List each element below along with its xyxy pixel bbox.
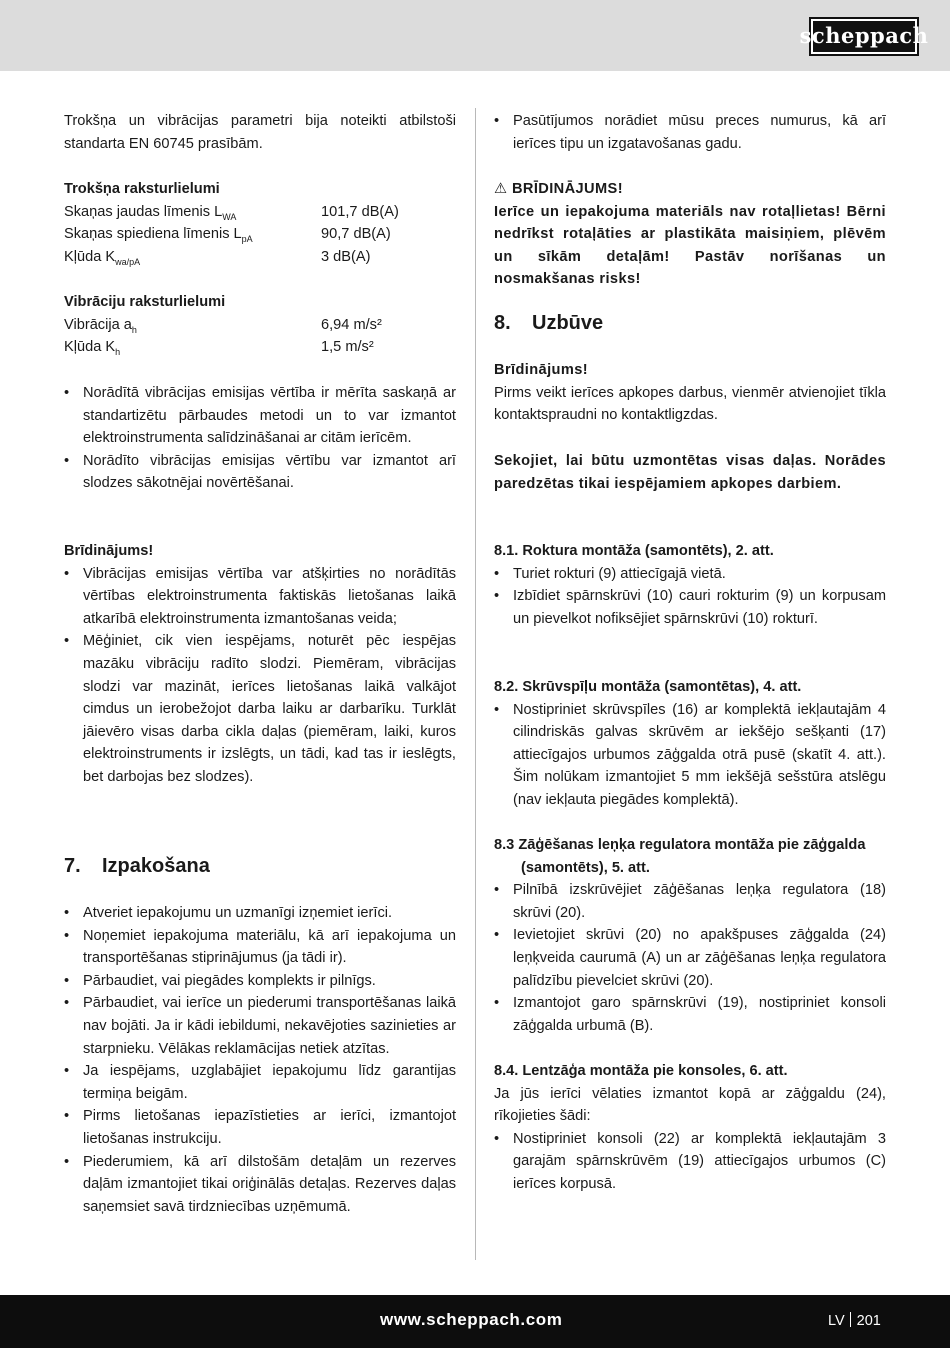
- section-number: 8.: [494, 312, 511, 334]
- spec-value: 3 dB(A): [321, 248, 371, 265]
- section-title: Izpakošana: [102, 855, 210, 877]
- noise-title: Trokšņa raksturlielumi: [64, 181, 220, 197]
- separator: [850, 1312, 851, 1327]
- section-8-1: [494, 540, 886, 630]
- list-item: • Mēģiniet, cik vien iespējams, noturēt pēc iespējas mazāku vibrāciju radīto slodzi. Piemēram, vibrācijas slodzi var mazināt, ierīces lietošanas laikā valkājot cimdus un ierobežojot darba laiku ar darbarīku. Turklāt jāievēro visas darba cikla daļas (piemēram, laiki, kuros elektroinstruments ir izslēgts, un tādi, kad tas ir ieslēgts, bet darbojas bez slodzes).: [64, 633, 456, 785]
- list-item: • Pārbaudiet, vai ierīce un piederumi transportēšanas laikā nav bojāti. Ja ir kādi iebildumi, nekavējoties sazinieties ar starpnieku. Vēlākas reklamācijas netiek atzītas.: [64, 995, 456, 1057]
- spec-value: 101,7 dB(A): [321, 203, 399, 220]
- intro-paragraph: Trokšņa un vibrācijas parametri bija noteikti atbilstoši standarta EN 60745 prasībām.: [64, 113, 456, 152]
- list-item: • Pasūtījumos norādiet mūsu preces numurus, kā arī ierīces tipu un izgatavošanas gadu.: [494, 113, 886, 152]
- section-8-4: [494, 1060, 886, 1196]
- spec-value: 1,5 m/s²: [321, 339, 374, 356]
- intro-block: [64, 110, 456, 155]
- list-item: • Pirms lietošanas iepazīstieties ar ierīci, izmantojot lietošanas instrukciju.: [64, 1108, 456, 1147]
- list-item: • Izbīdiet spārnskrūvi (10) cauri rokturim (9) un korpusam un pievelkot nofiksējiet spārnskrūvi (10) rokturī.: [494, 588, 886, 627]
- order-note: [494, 110, 886, 155]
- spec-row: [64, 201, 456, 224]
- spec-label: Skaņas jaudas līmenis L: [64, 203, 223, 220]
- language-code: LV: [828, 1313, 845, 1329]
- list-item: • Nostipriniet skrūvspīles (16) ar komplektā iekļautajām 4 cilindriskās galvas skrūvēm ar iekšējo sešķanti (17) attiecīgajos urbumos zāģgalda otrā pusē (skatīt 4. att.). Šim nolūkam izmantojiet 5 mm iekšējā sešstūra atslēgu (nav iekļauta piegādes komplektā).: [494, 701, 886, 808]
- danger-warning: [494, 178, 886, 291]
- spec-subscript: h: [115, 347, 121, 358]
- spec-subscript: wa/pA: [115, 256, 141, 267]
- footer-bar: [0, 1295, 950, 1348]
- page-indicator: [828, 1310, 881, 1333]
- spec-subscript: pA: [241, 234, 253, 245]
- spec-subscript: WA: [222, 211, 237, 222]
- list-item: • Ievietojiet skrūvi (20) no apakšpuses zāģgalda (24) leņķveida caurumā (A) un ar zāģēšanas leņķa regulatora palīdzību pievelciet skrūvi (20).: [494, 927, 886, 989]
- list-item: • Atveriet iepakojumu un uzmanīgi izņemiet ierīci.: [64, 905, 393, 921]
- spec-row: [64, 223, 456, 246]
- vibration-specs: [64, 291, 456, 359]
- list-item: • Piederumiem, kā arī dilstošām detaļām un rezerves daļām izmantojiet tikai oriģinālās detaļas. Rezerves daļas saņemsiet savā tirdzniecības uzņēmumā.: [64, 1153, 456, 1215]
- vibration-title: Vibrāciju raksturlielumi: [64, 294, 226, 310]
- section-8-3: [494, 834, 886, 1037]
- maintenance-warning: [494, 359, 886, 427]
- spec-row: [64, 336, 456, 359]
- unpacking-list: [64, 902, 456, 1218]
- vibration-warning: [64, 540, 456, 789]
- spec-value: 90,7 dB(A): [321, 226, 391, 243]
- scheppach-logo: scheppach: [809, 17, 919, 56]
- subsection-title: 8.1. Roktura montāža (samontēts), 2. att.: [494, 543, 774, 559]
- list-item: • Izmantojot garo spārnskrūvi (19), nostipriniet konsoli zāģgalda urbumā (B).: [494, 995, 886, 1034]
- subsection-intro: Ja jūs ierīci vēlaties izmantot kopā ar zāģgaldu (24), rīkojieties šādi:: [494, 1085, 886, 1125]
- list-item: • Vibrācijas emisijas vērtība var atšķirties no norādītās vērtības elektroinstrumenta faktiskās lietošanas laikā atkarībā elektroinstrumenta izmantošanas veida;: [64, 565, 456, 627]
- danger-title: ⚠ BRĪDINĀJUMS!: [494, 181, 623, 197]
- warning-title: Brīdinājums!: [494, 362, 588, 378]
- list-item: • Ja iespējams, uzglabājiet iepakojumu līdz garantijas termiņa beigām.: [64, 1063, 456, 1102]
- assembly-note-text: Sekojiet, lai būtu uzmontētas visas daļas. Norādes paredzētas tikai iespējamiem apkopes darbiem.: [494, 453, 886, 492]
- subsection-title: 8.2. Skrūvspīļu montāža (samontētas), 4. att.: [494, 679, 802, 695]
- list-item: • Norādītā vibrācijas emisijas vērtība ir mērīta saskaņā ar standartizētu pārbaudes metodi un to var izmantot elektroinstrumenta salīdzināšanai ar citām ierīcēm.: [64, 385, 456, 447]
- list-item: • Turiet rokturi (9) attiecīgajā vietā.: [494, 565, 726, 582]
- spec-label: Vibrācija a: [64, 316, 132, 333]
- page-number: 201: [856, 1313, 881, 1329]
- noise-specs: [64, 178, 456, 268]
- section-8-heading: [494, 310, 886, 336]
- list-item: • Nostipriniet konsoli (22) ar komplektā iekļautajām 3 garajām spārnskrūvēm (19) attiecīgajos urbumos (C) ierīces korpusā.: [494, 1130, 886, 1192]
- list-item: • Noņemiet iepakojuma materiālu, kā arī iepakojuma un transportēšanas stiprinājumus (ja tādi ir).: [64, 927, 456, 967]
- assembly-note: [494, 450, 886, 495]
- spec-label: Kļūda K: [64, 248, 116, 265]
- warning-title: Brīdinājums!: [64, 543, 154, 559]
- section-number: 7.: [64, 855, 81, 877]
- list-item: • Pārbaudiet, vai piegādes komplekts ir pilnīgs.: [64, 972, 376, 989]
- list-item: • Norādīto vibrācijas emisijas vērtību var izmantot arī slodzes sākotnējai novērtēšanai.: [64, 452, 456, 492]
- warning-text: Pirms veikt ierīces apkopes darbus, vienmēr atvienojiet tīkla kontaktspraudni no kontaktligzdas.: [494, 384, 886, 424]
- danger-text: Ierīce un iepakojuma materiāls nav rotaļlietas! Bērni nedrīkst rotaļāties ar plastikāta maisiņiem, plēvēm un sīkām detaļām! Pastāv norīšanas un nosmakšanas risks!: [494, 203, 886, 288]
- spec-subscript: h: [131, 324, 137, 335]
- section-title: Uzbūve: [532, 312, 604, 334]
- spec-label: Skaņas spiediena līmenis L: [64, 226, 242, 243]
- website-link[interactable]: www.scheppach.com: [380, 1310, 563, 1329]
- subsection-title: 8.3 Zāģēšanas leņķa regulatora montāža pie zāģgalda (samontēts), 5. att.: [494, 837, 866, 876]
- section-8-2: [494, 676, 886, 812]
- vibration-notes: [64, 382, 456, 495]
- list-item: • Pilnībā izskrūvējiet zāģēšanas leņķa regulatora (18) skrūvi (20).: [494, 882, 886, 921]
- spec-row: [64, 246, 456, 269]
- spec-row: [64, 314, 456, 337]
- spec-label: Kļūda K: [64, 339, 116, 356]
- subsection-title: 8.4. Lentzāģa montāža pie konsoles, 6. att.: [494, 1063, 788, 1079]
- section-7-heading: [64, 853, 456, 879]
- column-divider: [475, 108, 476, 1260]
- header-bar: [0, 0, 950, 71]
- spec-value: 6,94 m/s²: [321, 316, 382, 333]
